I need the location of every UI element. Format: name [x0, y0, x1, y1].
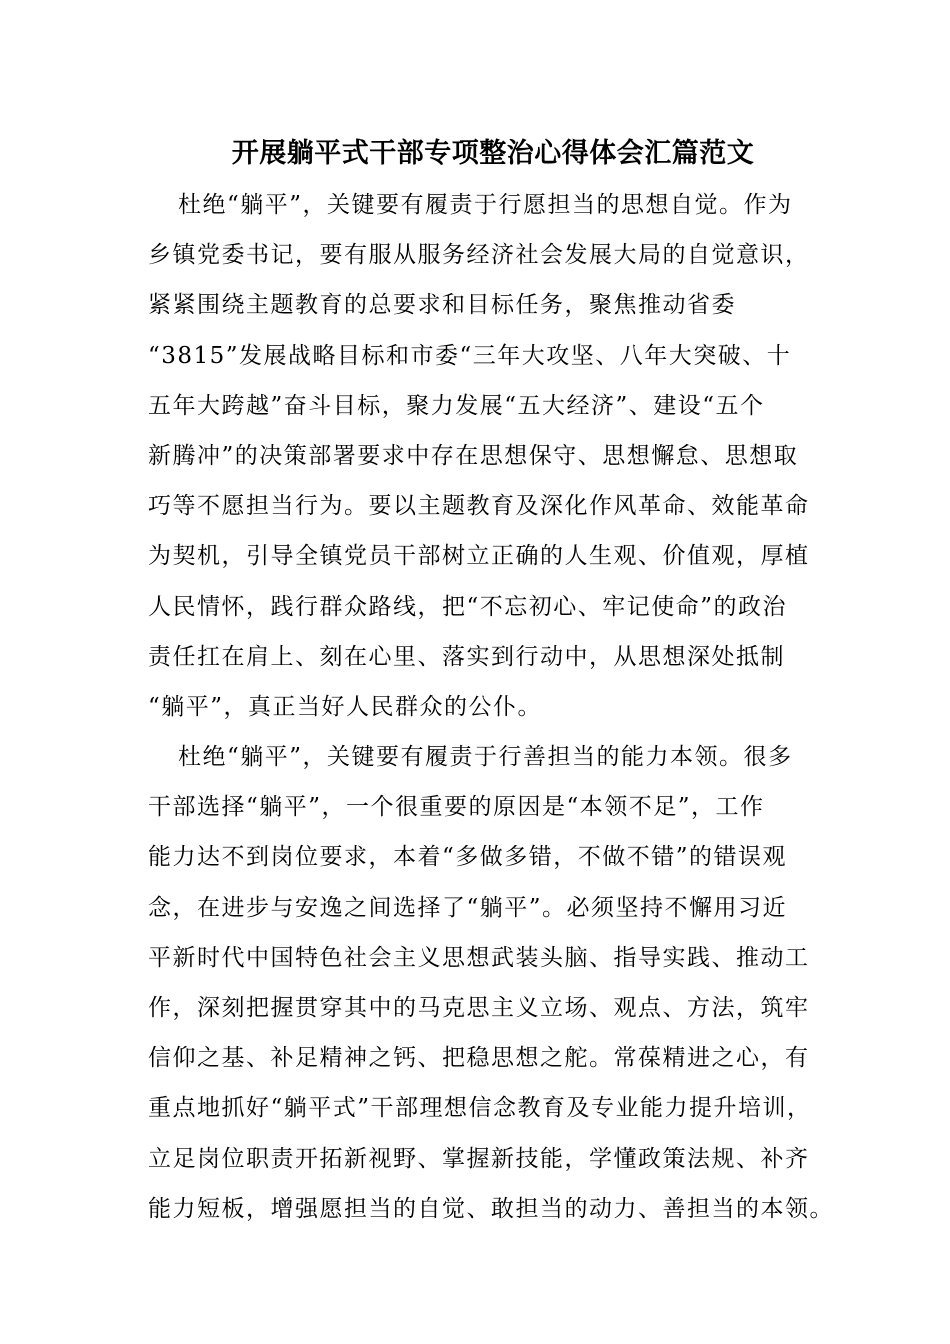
paragraph-2	[148, 732, 834, 1234]
document-title: 开展躺平式干部专项整治心得体会汇篇范文	[231, 138, 755, 169]
text-line: 念，在进步与安逸之间选择了“躺平”。必须坚持不懈用习近	[148, 894, 788, 921]
text-line: 平新时代中国特色社会主义思想武装头脑、指导实践、推动工	[148, 944, 810, 971]
text-line: “3815”发展战略目标和市委“三年大攻坚、八年大突破、十	[148, 342, 792, 369]
text-line: 干部选择“躺平”，一个很重要的原因是“本领不足”，工作	[148, 794, 765, 821]
text-line: 为契机，引导全镇党员干部树立正确的人生观、价值观，厚植	[148, 543, 810, 570]
text-line: 紧紧围绕主题教育的总要求和目标任务，聚焦推动省委	[148, 292, 736, 319]
document-body	[148, 180, 834, 1234]
text-line: 能力达不到岗位要求，本着“多做多错，不做不错”的错误观	[148, 844, 788, 871]
text-line: 作，深刻把握贯穿其中的马克思主义立场、观点、方法，筑牢	[148, 995, 810, 1021]
text-line: 责任扛在肩上、刻在心里、落实到行动中，从思想深处抵制	[148, 643, 785, 670]
text-line: 五年大跨越”奋斗目标，聚力发展“五大经济”、建设“五个	[148, 392, 765, 419]
text-line: 能力短板，增强愿担当的自觉、敢担当的动力、善担当的本领。	[148, 1195, 834, 1222]
text-line: “躺平”，真正当好人民群众的公仆。	[148, 693, 543, 720]
text-line: 杜绝“躺平”，关键要有履责于行愿担当的思想自觉。作为	[178, 192, 793, 218]
text-line: 立足岗位职责开拓新视野、掌握新技能，学懂政策法规、补齐	[148, 1145, 810, 1172]
text-line: 信仰之基、补足精神之钙、把稳思想之舵。常葆精进之心，有	[148, 1045, 810, 1072]
text-line: 乡镇党委书记，要有服从服务经济社会发展大局的自觉意识，	[148, 242, 810, 269]
text-line: 新腾冲”的决策部署要求中存在思想保守、思想懈怠、思想取	[148, 442, 799, 469]
paragraph-1	[148, 180, 808, 732]
text-line: 重点地抓好“躺平式”干部理想信念教育及专业能力提升培训，	[148, 1095, 812, 1122]
text-line: 人民情怀，践行群众路线，把“不忘初心、牢记使命”的政治	[148, 593, 788, 620]
text-line: 巧等不愿担当行为。要以主题教育及深化作风革命、效能革命	[148, 493, 810, 520]
text-line: 杜绝“躺平”，关键要有履责于行善担当的能力本领。很多	[178, 744, 793, 771]
